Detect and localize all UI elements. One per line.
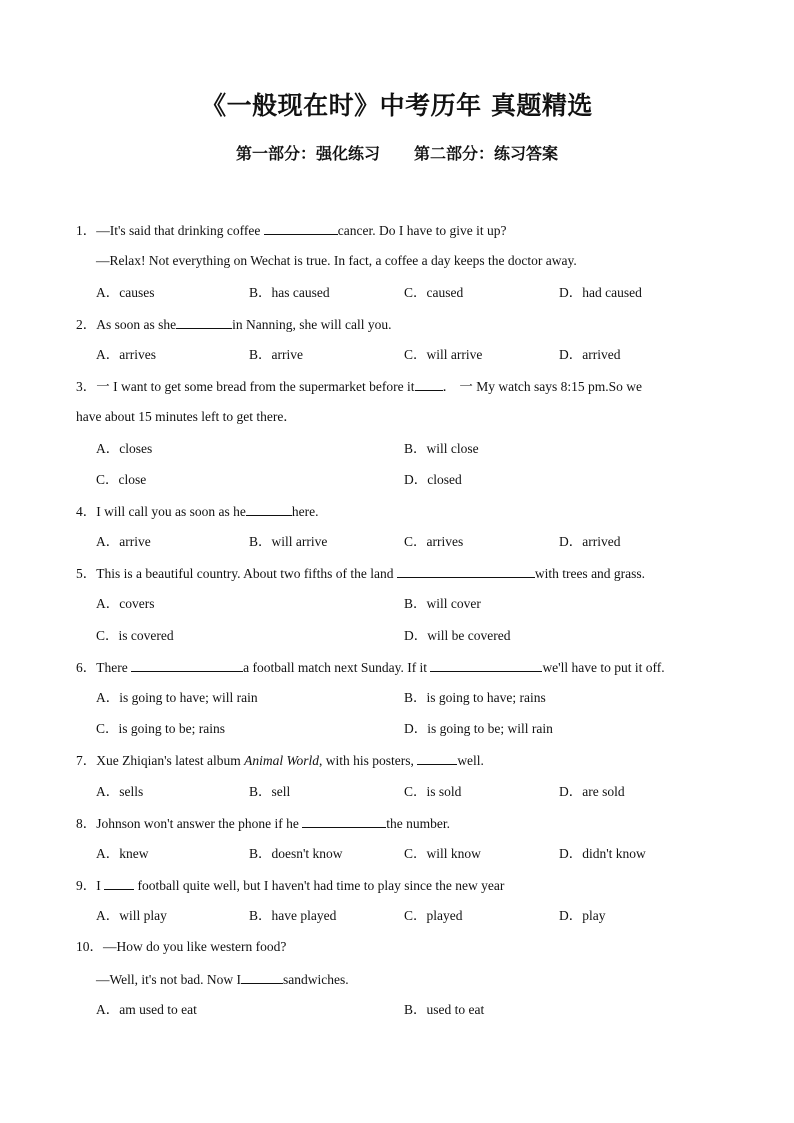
option-b[interactable]: B．doesn't know xyxy=(249,846,343,861)
option-a[interactable]: A．arrive xyxy=(96,534,151,549)
question-4-stem: 4．I will call you as soon as he here. xyxy=(76,504,319,519)
answer-blank[interactable] xyxy=(176,315,232,329)
option-a[interactable]: A．am used to eat xyxy=(96,1002,197,1017)
option-b[interactable]: B．will cover xyxy=(404,596,481,611)
option-a[interactable]: A．closes xyxy=(96,441,153,456)
answer-blank[interactable] xyxy=(104,876,134,890)
option-c[interactable]: C．is covered xyxy=(96,628,174,643)
option-b[interactable]: B．arrive xyxy=(249,347,303,362)
option-a[interactable]: A．is going to have; will rain xyxy=(96,690,258,705)
answer-blank[interactable] xyxy=(397,564,535,578)
option-b[interactable]: B．used to eat xyxy=(404,1002,485,1017)
answer-blank[interactable] xyxy=(241,970,283,984)
question-10-line2: —Well, it's not bad. Now I sandwiches. xyxy=(96,972,349,987)
question-5-stem: 5．This is a beautiful country. About two fifths of the land with trees and grass. xyxy=(76,566,646,581)
option-b[interactable]: B．have played xyxy=(249,908,337,923)
page-subtitle xyxy=(0,141,794,164)
option-c[interactable]: C．is going to be; rains xyxy=(96,721,225,736)
option-a[interactable]: A．causes xyxy=(96,285,155,300)
question-10-stem: 10．—How do you like western food? xyxy=(76,939,287,954)
option-c[interactable]: C．played xyxy=(404,908,463,923)
option-d[interactable]: D．play xyxy=(559,908,606,923)
answer-blank[interactable] xyxy=(417,751,457,765)
option-d[interactable]: D．arrived xyxy=(559,347,621,362)
option-c[interactable]: C．arrives xyxy=(404,534,464,549)
question-7-stem: 7．Xue Zhiqian's latest album Animal World, with his posters, well. xyxy=(76,753,484,768)
option-b[interactable]: B．will arrive xyxy=(249,534,328,549)
option-c[interactable]: C．will know xyxy=(404,846,481,861)
question-2-stem: 2．As soon as she in Nanning, she will call you. xyxy=(76,317,392,332)
question-6-stem: 6．There a football match next Sunday. If it we'll have to put it off. xyxy=(76,660,665,675)
option-d[interactable]: D．arrived xyxy=(559,534,621,549)
option-b[interactable]: B．will close xyxy=(404,441,479,456)
question-1-line2: —Relax! Not everything on Wechat is true. In fact, a coffee a day keeps the doctor away. xyxy=(96,253,577,268)
answer-blank[interactable] xyxy=(131,658,243,672)
option-a[interactable]: A．arrives xyxy=(96,347,156,362)
option-d[interactable]: D．are sold xyxy=(559,784,625,799)
option-a[interactable]: A．covers xyxy=(96,596,155,611)
option-c[interactable]: C．is sold xyxy=(404,784,462,799)
part-two-label: 第二部分：练习答案 xyxy=(414,144,559,163)
option-b[interactable]: B．is going to have; rains xyxy=(404,690,546,705)
option-a[interactable]: A．knew xyxy=(96,846,149,861)
option-c[interactable]: C．close xyxy=(96,472,147,487)
page-title: 《一般现在时》中考历年 真题精选 xyxy=(201,91,593,120)
question-8-stem: 8．Johnson won't answer the phone if he the number. xyxy=(76,816,451,831)
question-3-stem: 3．一 I want to get some bread from the supermarket before it ． 一 My watch says 8:15 pm.So we xyxy=(76,379,643,394)
answer-blank[interactable] xyxy=(246,502,292,516)
option-d[interactable]: D．will be covered xyxy=(404,628,511,643)
option-d[interactable]: D．didn't know xyxy=(559,846,646,861)
answer-blank[interactable] xyxy=(430,658,542,672)
option-d[interactable]: D．closed xyxy=(404,472,462,487)
option-c[interactable]: C．will arrive xyxy=(404,347,483,362)
option-d[interactable]: D．had caused xyxy=(559,285,642,300)
answer-blank[interactable] xyxy=(302,814,386,828)
option-c[interactable]: C．caused xyxy=(404,285,464,300)
option-d[interactable]: D．is going to be; will rain xyxy=(404,721,553,736)
option-b[interactable]: B．sell xyxy=(249,784,291,799)
option-a[interactable]: A．sells xyxy=(96,784,144,799)
answer-blank[interactable] xyxy=(264,221,338,235)
question-9-stem: 9．I football quite well, but I haven't had time to play since the new year xyxy=(76,878,505,893)
part-one-label: 第一部分：强化练习 xyxy=(235,144,380,163)
question-1-stem: 1．—It's said that drinking coffee cancer. Do I have to give it up? xyxy=(76,223,507,238)
option-a[interactable]: A．will play xyxy=(96,908,167,923)
answer-blank[interactable] xyxy=(415,377,443,391)
option-b[interactable]: B．has caused xyxy=(249,285,330,300)
question-3-line2: have about 15 minutes left to get there． xyxy=(76,409,297,424)
